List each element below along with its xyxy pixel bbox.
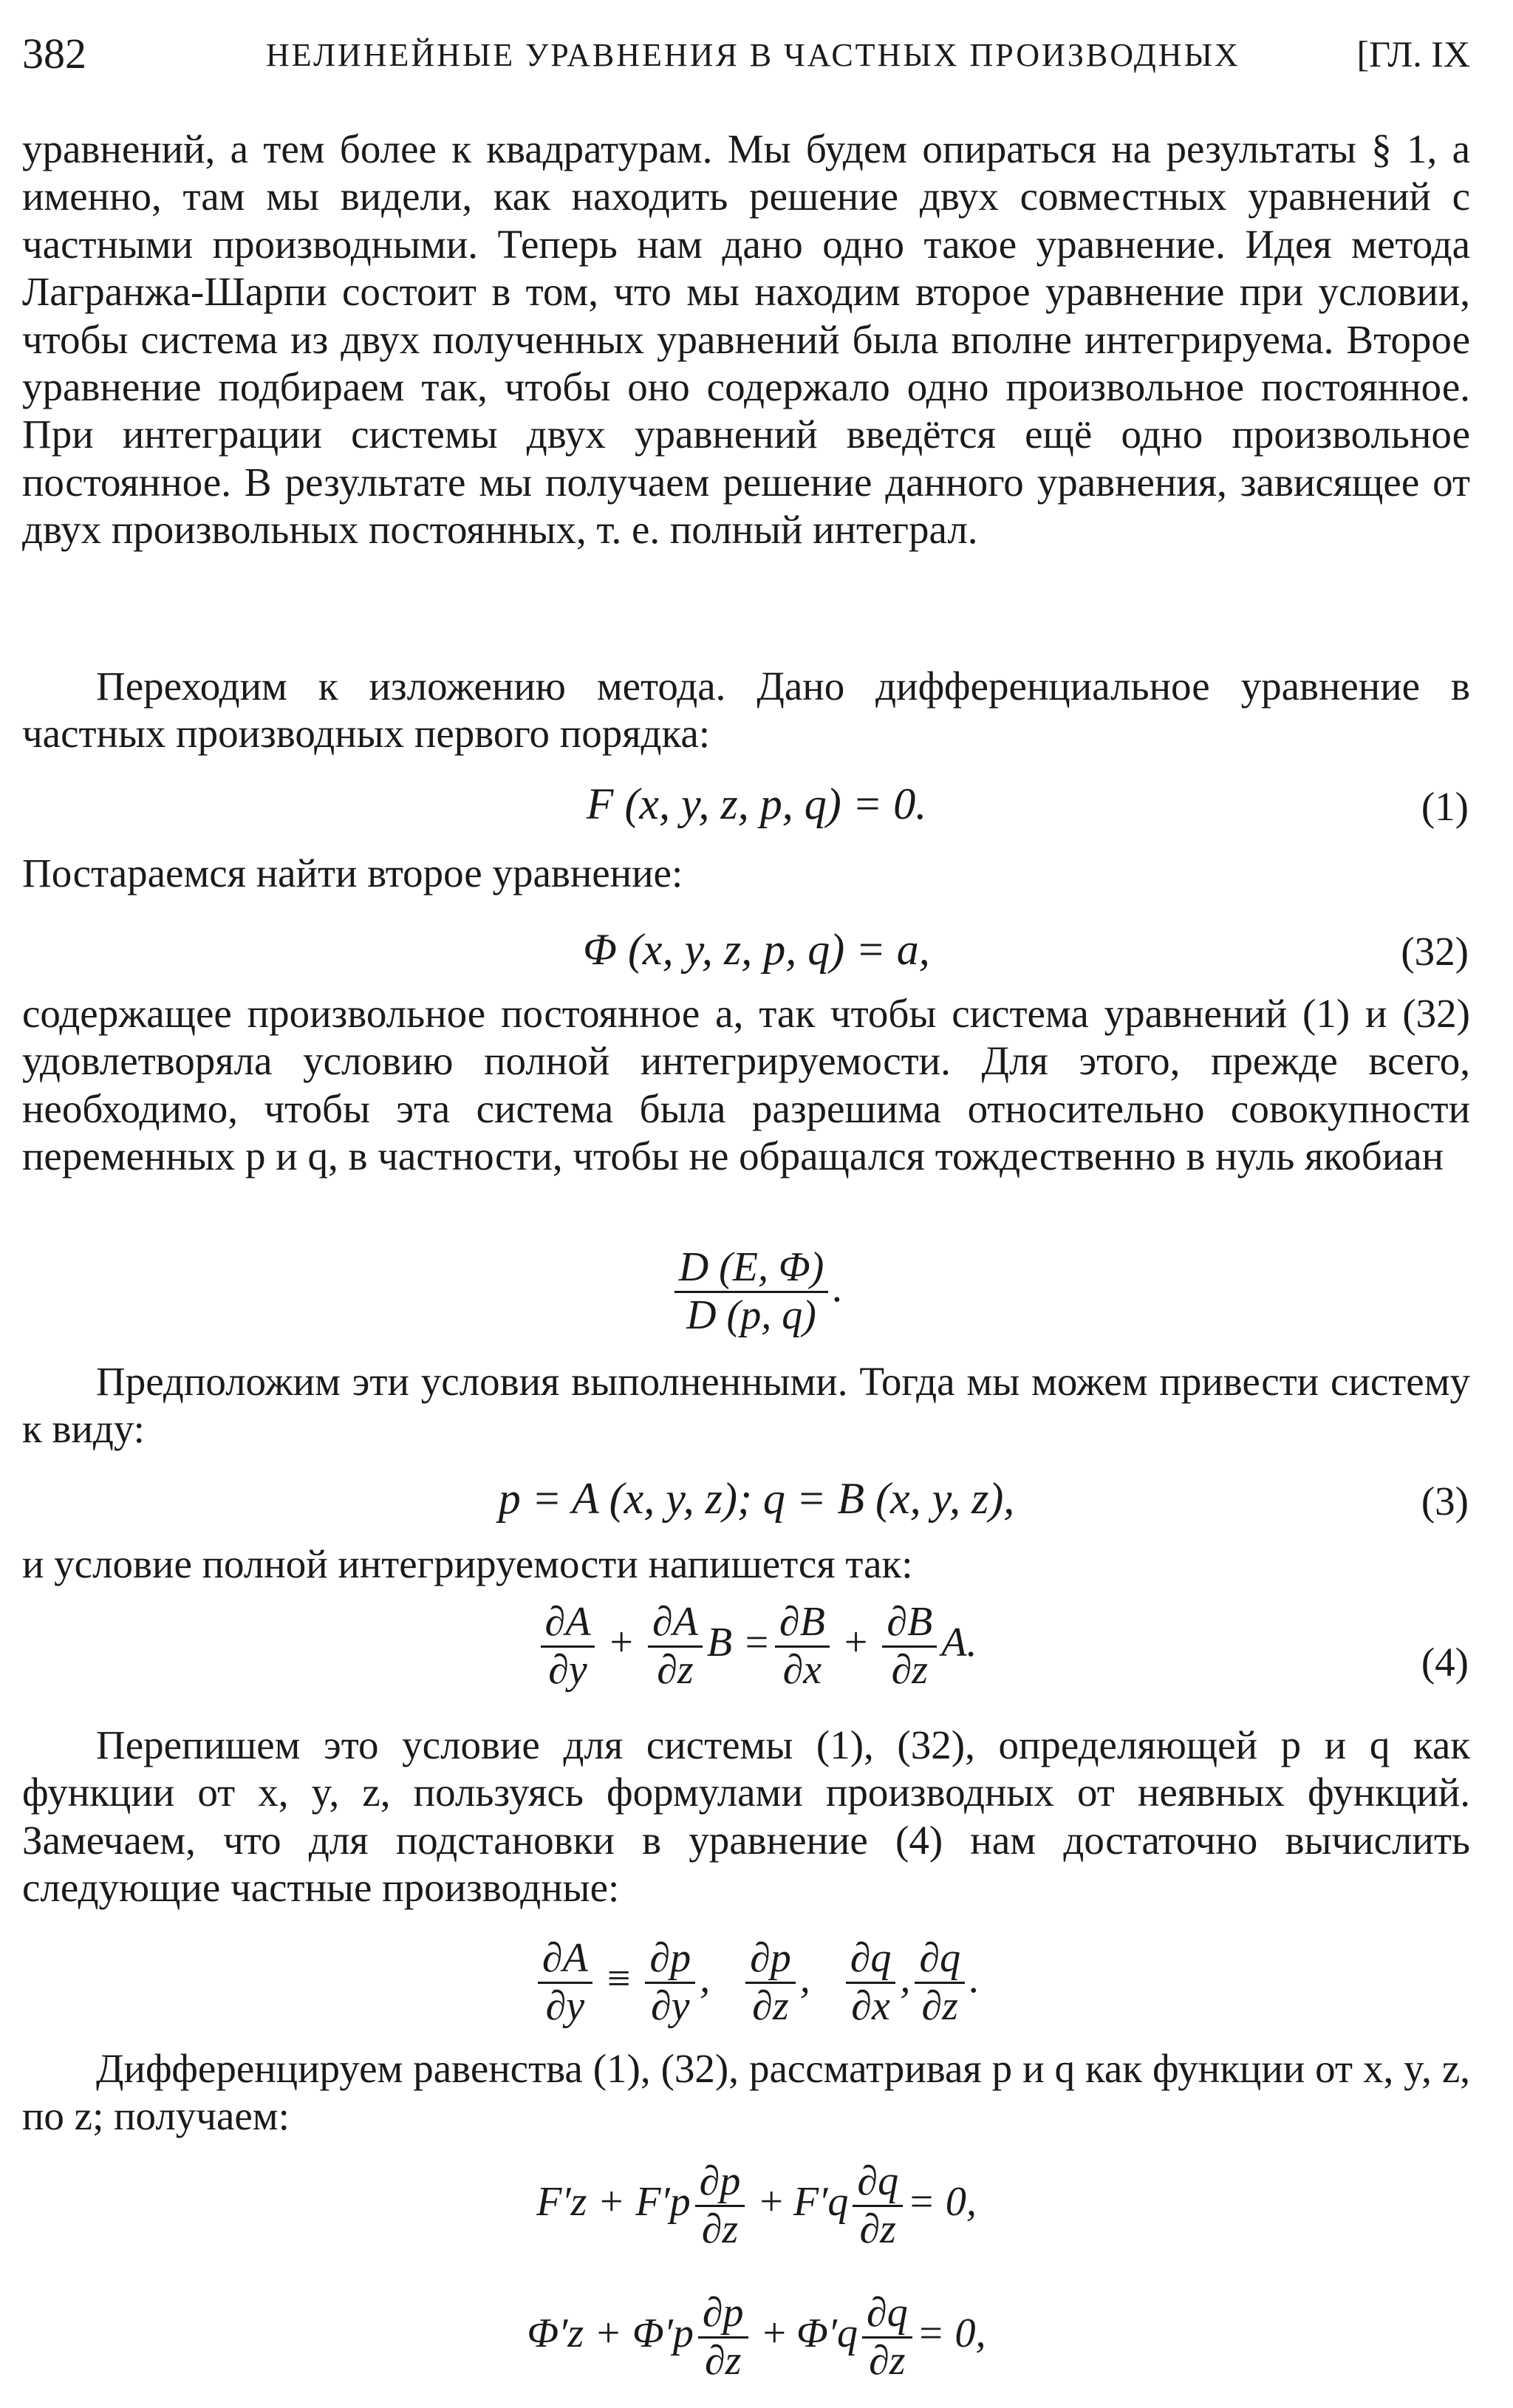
paragraph-rewrite: Перепишем это условие для системы (1), (32), определяющей p и q как функции от x, y, z, пользуясь формулами производных от неявных функций. Замечаем, что для подстановки в уравнение (4) нам достаточно вычислить следующие частные производные: — [22, 1722, 1470, 1911]
pd-frac-5: $\frac{\partial q}{\partial z}$ — [915, 1936, 965, 2029]
pd-comma-2: , — [799, 1955, 810, 2002]
jacobian-tail: . — [833, 1264, 844, 1311]
page-number: 382 — [22, 30, 86, 78]
equation-32-body: Φ (x, y, z, p, q) = a, — [583, 925, 930, 974]
jacobian-denominator: D (p, q) — [686, 1292, 816, 1338]
eq4-op-2: + — [844, 1619, 868, 1665]
paragraph-intro: уравнений, а тем более к квадратурам. Мы будем опираться на результаты § 1, а именно, там мы видели, как находить решение двух совместных уравнений с частными производными. Теперь нам дано одно такое уравнение. Идея метода Лагранжа-Шарпи состоит в том, что мы находим второе уравнение при условии, чтобы система из двух полученных уравнений была вполне интегрируема. Второе уравнение подбираем так, чтобы оно содержало одно произвольное постоянное. При интеграции системы двух уравнений введётся ещё одно произвольное постоянное. В результате мы получаем решение данного уравнения, зависящее от двух произвольных постоянных, т. е. полный интеграл. — [22, 126, 1470, 553]
pd-frac-4: $\frac{\partial q}{\partial x}$ — [846, 1936, 896, 2029]
pd-frac-2: $\frac{\partial p}{\partial y}$ — [645, 1936, 695, 2029]
equation-3-number: (3) — [1421, 1478, 1469, 1524]
diffPhi-coef-2: Φ′q — [796, 2310, 858, 2356]
eq4-frac-1: $\frac{\partial A}{\partial y}$ — [541, 1600, 595, 1693]
diffF-coef-2: F′q — [793, 2178, 849, 2225]
pd-frac-1: $\frac{\partial A}{\partial y}$ — [538, 1936, 592, 2029]
equation-4 — [0, 1600, 1513, 1693]
equation-32 — [0, 920, 1513, 979]
pd-comma-3: , — [900, 1955, 911, 2002]
eq4-frac-2: $\frac{\partial A}{\partial z}$ — [648, 1600, 703, 1693]
eq4-mid: B = — [706, 1619, 771, 1665]
chapter-label: [ГЛ. IX — [1356, 33, 1470, 75]
pd-equiv: ≡ — [607, 1955, 631, 2002]
pd-frac-3: $\frac{\partial p}{\partial z}$ — [745, 1936, 796, 2029]
eq4-tail: A. — [941, 1619, 977, 1665]
page-header — [22, 28, 1470, 80]
equation-1-body: F (x, y, z, p, q) = 0. — [586, 780, 927, 828]
equation-32-number: (32) — [1401, 929, 1469, 974]
diffF-lead: F′z + — [536, 2178, 626, 2225]
equation-4-number: (4) — [1421, 1640, 1469, 1685]
diffF-frac-1: $\frac{\partial p}{\partial z}$ — [695, 2159, 745, 2252]
eq4-op-1: + — [609, 1619, 633, 1665]
equation-3 — [0, 1469, 1513, 1528]
paragraph-integrability: и условие полной интегрируемости напишется так: — [22, 1541, 913, 1586]
jacobian — [0, 1245, 1513, 1338]
pd-tail: . — [969, 1955, 980, 2002]
diffF-coef-1: F′p — [635, 2178, 691, 2225]
eq4-frac-3: $\frac{\partial B}{\partial x}$ — [775, 1600, 830, 1693]
paragraph-second-eq: Постараемся найти второе уравнение: — [22, 850, 683, 896]
pd-comma-1: , — [700, 1955, 711, 2002]
diffPhi-frac-1: $\frac{\partial p}{\partial z}$ — [698, 2291, 748, 2384]
paragraph-assume: Предположим эти условия выполненными. Тогда мы можем привести систему к виду: — [22, 1359, 1470, 1452]
eq4-frac-4: $\frac{\partial B}{\partial z}$ — [882, 1600, 937, 1693]
diffPhi-op: + — [762, 2310, 787, 2356]
diffF-frac-2: $\frac{\partial q}{\partial z}$ — [853, 2159, 903, 2252]
jacobian-fraction — [674, 1245, 829, 1338]
equation-diff-F — [0, 2159, 1513, 2252]
partial-derivatives — [0, 1936, 1513, 2029]
diffPhi-coef-1: Φ′p — [632, 2310, 694, 2356]
diffPhi-lead: Φ′z + — [527, 2310, 622, 2356]
paragraph-differentiate: Дифференцируем равенства (1), (32), рассматривая p и q как функции от x, y, z, по z; получаем: — [22, 2046, 1470, 2139]
diffPhi-frac-2: $\frac{\partial q}{\partial z}$ — [862, 2291, 912, 2384]
equation-1 — [0, 774, 1513, 833]
diffF-tail: = 0, — [907, 2178, 977, 2225]
paragraph-method: Переходим к изложению метода. Дано дифференциальное уравнение в частных производных первого порядка: — [22, 664, 1470, 757]
equation-diff-Phi — [0, 2291, 1513, 2384]
running-title: НЕЛИНЕЙНЫЕ УРАВНЕНИЯ В ЧАСТНЫХ ПРОИЗВОДНЫХ — [266, 37, 1240, 73]
paragraph-conditions: содержащее произвольное постоянное a, так чтобы система уравнений (1) и (32) удовлетворяла условию полной интегрируемости. Для этого, прежде всего, необходимо, чтобы эта система была разрешима относительно совокупности переменных p и q, в частности, чтобы не обращался тождественно в нуль якобиан — [22, 991, 1470, 1179]
diffPhi-tail: = 0, — [916, 2310, 986, 2356]
equation-1-number: (1) — [1421, 784, 1469, 829]
jacobian-numerator: D (E, Φ) — [674, 1245, 829, 1293]
equation-3-body: p = A (x, y, z); q = B (x, y, z), — [498, 1474, 1015, 1523]
diffF-op: + — [759, 2178, 783, 2225]
